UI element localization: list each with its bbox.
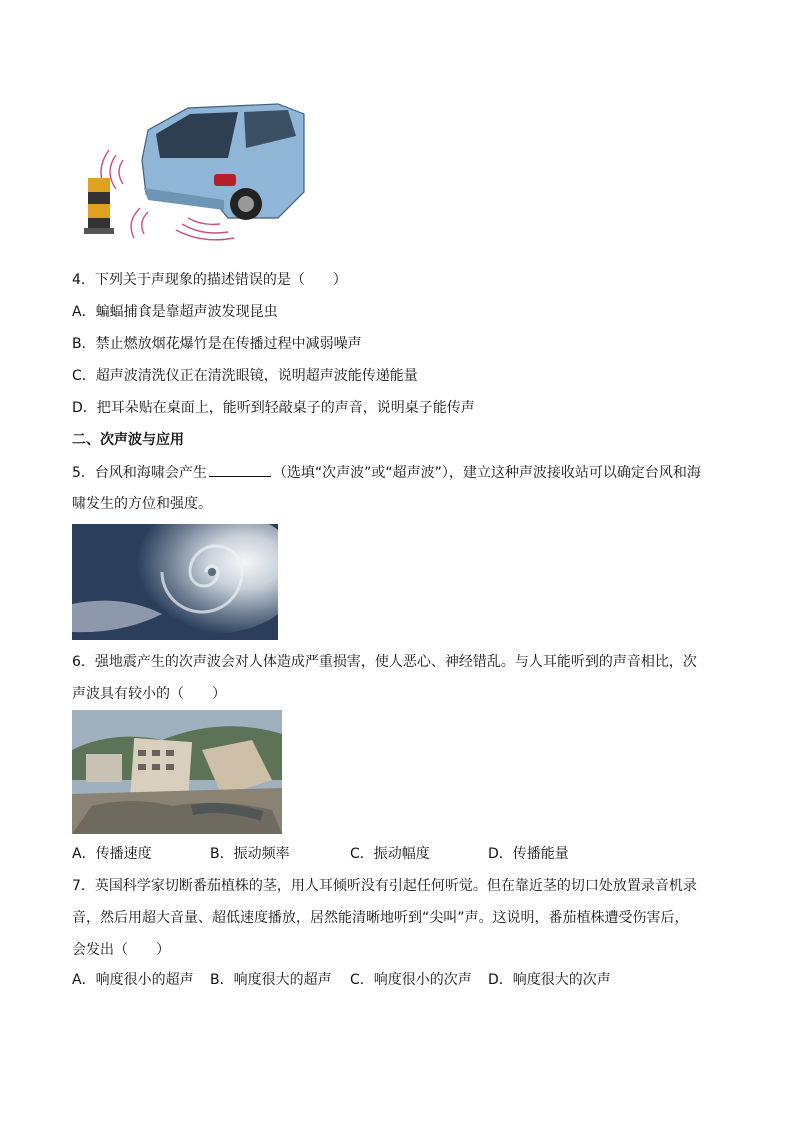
question-7-option-d: D．响度很大的次声 xyxy=(488,972,611,988)
question-7-option-c: C．响度很小的次声 xyxy=(350,972,472,988)
car-parking-sensor-image xyxy=(78,100,306,246)
answer-blank[interactable] xyxy=(209,462,271,477)
question-5-stem-line-1 xyxy=(72,462,701,483)
question-6-option-a: A．传播速度 xyxy=(72,846,152,862)
question-6-option-b: B．振动频率 xyxy=(210,846,290,862)
question-7-stem-line-3: 会发出（ ） xyxy=(72,942,170,958)
question-5-stem-after: （选填“次声波”或“超声波”），建立这种声波接收站可以确定台风和海 xyxy=(272,465,701,481)
question-6-option-c: C．振动幅度 xyxy=(350,846,430,862)
question-6-stem-line-1: 6．强地震产生的次声波会对人体造成严重损害，使人恶心、神经错乱。与人耳能听到的声音相比，次 xyxy=(72,654,697,670)
question-7-stem-line-2: 音，然后用超大音量、超低速度播放，居然能清晰地听到“尖叫”声。这说明，番茄植株遭受伤害后， xyxy=(72,910,689,926)
earthquake-collapsed-building-image xyxy=(72,710,282,834)
question-6-option-d: D．传播能量 xyxy=(488,846,569,862)
question-6-stem-line-2: 声波具有较小的（ ） xyxy=(72,686,226,702)
question-7-option-a: A．响度很小的超声 xyxy=(72,972,194,988)
question-4-option-d: D．把耳朵贴在桌面上，能听到轻敲桌子的声音，说明桌子能传声 xyxy=(72,400,475,416)
question-7-option-b: B．响度很大的超声 xyxy=(210,972,332,988)
question-4-option-a: A．蝙蝠捕食是靠超声波发现昆虫 xyxy=(72,304,278,320)
question-5-stem-line-2: 啸发生的方位和强度。 xyxy=(72,496,212,512)
question-7-stem-line-1: 7．英国科学家切断番茄植株的茎，用人耳倾听没有引起任何听觉。但在靠近茎的切口处放置录音机录 xyxy=(72,878,697,894)
question-4-stem: 4．下列关于声现象的描述错误的是（ ） xyxy=(72,272,347,288)
question-4-option-b: B．禁止燃放烟花爆竹是在传播过程中减弱噪声 xyxy=(72,336,362,352)
section-2-heading: 二、次声波与应用 xyxy=(72,432,184,448)
typhoon-satellite-image xyxy=(72,524,278,640)
question-4-option-c: C．超声波清洗仪正在清洗眼镜，说明超声波能传递能量 xyxy=(72,368,418,384)
question-5-stem-before: 5．台风和海啸会产生 xyxy=(72,465,207,481)
